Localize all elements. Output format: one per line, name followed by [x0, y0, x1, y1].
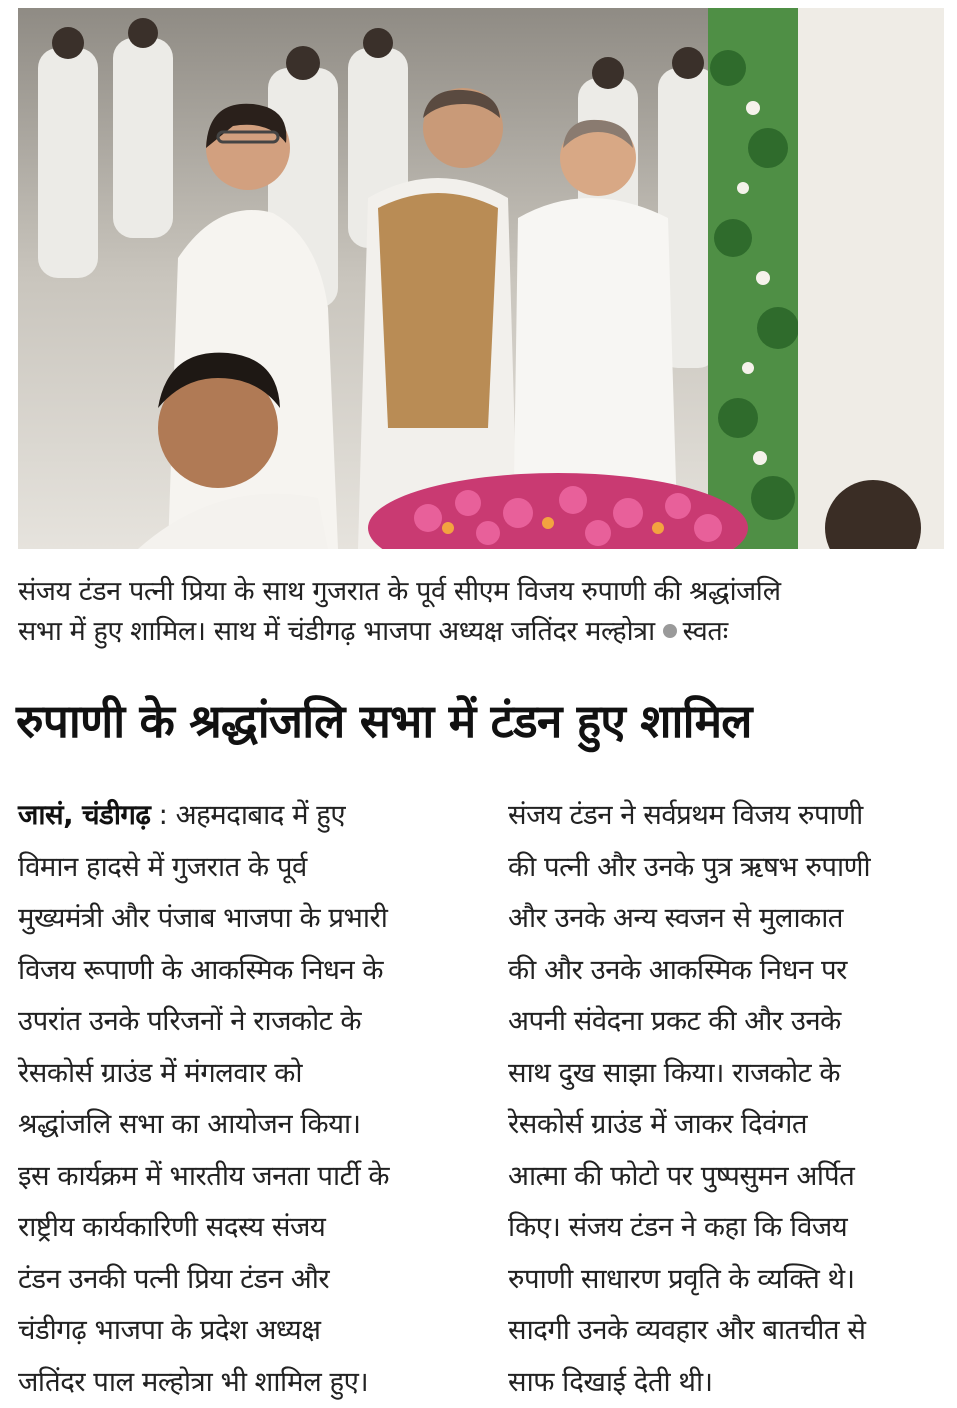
dateline: जासं, चंडीगढ़	[18, 799, 150, 831]
article-line: चंडीगढ़ भाजपा के प्रदेश अध्यक्ष	[18, 1305, 458, 1357]
article-line: जतिंदर पाल मल्होत्रा भी शामिल हुए।	[18, 1357, 458, 1408]
article-line: इस कार्यक्रम में भारतीय जनता पार्टी के	[18, 1151, 458, 1203]
photo-caption	[18, 572, 944, 652]
headline: रुपाणी के श्रद्धांजलि सभा में टंडन हुए शामिल	[16, 688, 946, 754]
article-line: की पत्नी और उनके पुत्र ऋषभ रुपाणी	[508, 842, 948, 894]
article-line: और उनके अन्य स्वजन से मुलाकात	[508, 893, 948, 945]
article-line-text: : अहमदाबाद में हुए	[150, 799, 345, 831]
caption-line-2-text: सभा में हुए शामिल। साथ में चंडीगढ़ भाजपा अध्यक्ष जतिंदर मल्होत्रा	[18, 616, 655, 647]
article-line: उपरांत उनके परिजनों ने राजकोट के	[18, 996, 458, 1048]
article-column-left	[18, 790, 458, 1408]
article-line: किए। संजय टंडन ने कहा कि विजय	[508, 1202, 948, 1254]
article-line: अपनी संवेदना प्रकट की और उनके	[508, 996, 948, 1048]
article-line: की और उनके आकस्मिक निधन पर	[508, 945, 948, 997]
caption-line-1: संजय टंडन पत्नी प्रिया के साथ गुजरात के पूर्व सीएम विजय रुपाणी की श्रद्धांजलि	[18, 572, 944, 612]
article-line: रुपाणी साधारण प्रवृति के व्यक्ति थे।	[508, 1254, 948, 1306]
article-column-right	[508, 790, 948, 1408]
article-line: संजय टंडन ने सर्वप्रथम विजय रुपाणी	[508, 790, 948, 842]
bullet-dot-icon	[663, 624, 677, 638]
article-line: विमान हादसे में गुजरात के पूर्व	[18, 842, 458, 894]
caption-line-2	[18, 612, 944, 652]
article-line: मुख्यमंत्री और पंजाब भाजपा के प्रभारी	[18, 893, 458, 945]
article-line: विजय रूपाणी के आकस्मिक निधन के	[18, 945, 458, 997]
news-photo-image	[18, 8, 944, 549]
article-line: साफ दिखाई देती थी।	[508, 1357, 948, 1408]
article-line: साथ दुख साझा किया। राजकोट के	[508, 1048, 948, 1100]
article-line: आत्मा की फोटो पर पुष्पसुमन अर्पित	[508, 1151, 948, 1203]
article-line: टंडन उनकी पत्नी प्रिया टंडन और	[18, 1254, 458, 1306]
article-line: रेसकोर्स ग्राउंड में मंगलवार को	[18, 1048, 458, 1100]
news-photo	[18, 8, 944, 549]
article-line: रेसकोर्स ग्राउंड में जाकर दिवंगत	[508, 1099, 948, 1151]
article-line	[18, 790, 458, 842]
photo-credit: स्वतः	[683, 616, 728, 647]
article-line: सादगी उनके व्यवहार और बातचीत से	[508, 1305, 948, 1357]
article-line: राष्ट्रीय कार्यकारिणी सदस्य संजय	[18, 1202, 458, 1254]
article-line: श्रद्धांजलि सभा का आयोजन किया।	[18, 1099, 458, 1151]
